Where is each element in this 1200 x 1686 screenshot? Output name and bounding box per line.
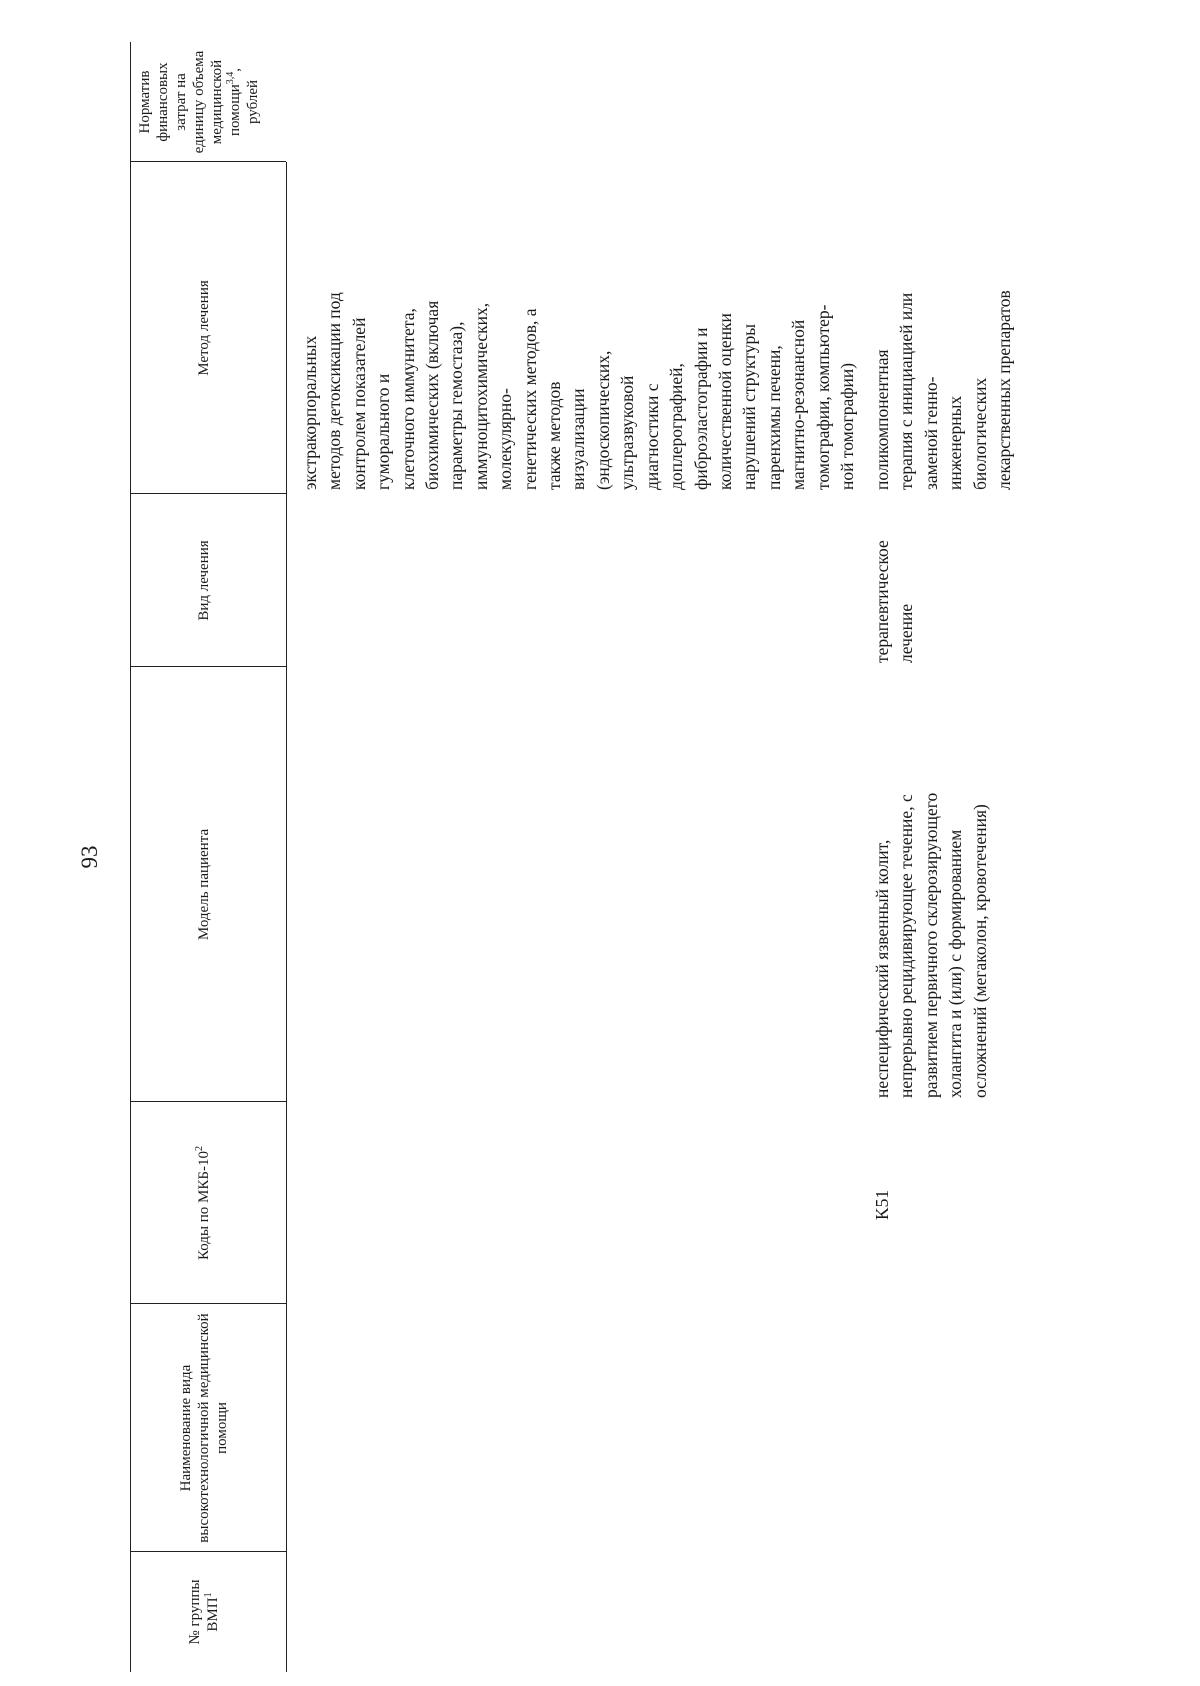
header-patient-model: Модель пациента bbox=[196, 828, 212, 941]
header-icd-codes: Коды по МКБ-$10^2$ bbox=[194, 1146, 212, 1261]
row2-treatment-method: поликомпонентная терапия с инициацией или заменой генно- инженерных биологических лекарственных препаратов bbox=[872, 290, 1015, 490]
header-group-no: № группы ВМП$^1$ bbox=[187, 1579, 221, 1645]
header-cost-norm: Норматив финансовых затрат на единицу объема медицинской помощи$^{3,4}$, рублей bbox=[137, 50, 261, 154]
row2-patient-model: неспецифический язвенный колит, непрерывно рецидивирующее течение, с развитием первичного склерозирующего холангита и (или) с формированием осложнений (мегаколон, кровотечения) bbox=[872, 792, 990, 1098]
header-treatment-method: Метод лечения bbox=[196, 280, 212, 376]
header-treatment-type: Вид лечения bbox=[196, 540, 212, 621]
header-bottom-rule bbox=[286, 162, 287, 1672]
row2-treatment-type: терапевтическое лечение bbox=[872, 540, 917, 663]
row1-treatment-method: экстракорпоральных методов детоксикации под контролем показателей гуморального и клеточного иммунитета, биохимических (включая параметры гемостаза), иммуноцитохимических, молекулярно- генетических методов, а также методов визуализации (эндоскопических, ультразвуковой диагностики с доплерографией, фиброэластографии и количественной оценки нарушений структуры паренхимы печени, магнитно-резонансной томографии, компьютер- ной томографии) bbox=[300, 292, 857, 490]
header-care-name: Наименование вида высокотехнологичной медицинской помощи bbox=[178, 1313, 230, 1543]
page-number: 93 bbox=[77, 845, 102, 869]
table-top-rule bbox=[130, 42, 131, 1672]
care-table bbox=[130, 42, 1090, 1672]
row2-icd-code: K51 bbox=[872, 1189, 892, 1220]
